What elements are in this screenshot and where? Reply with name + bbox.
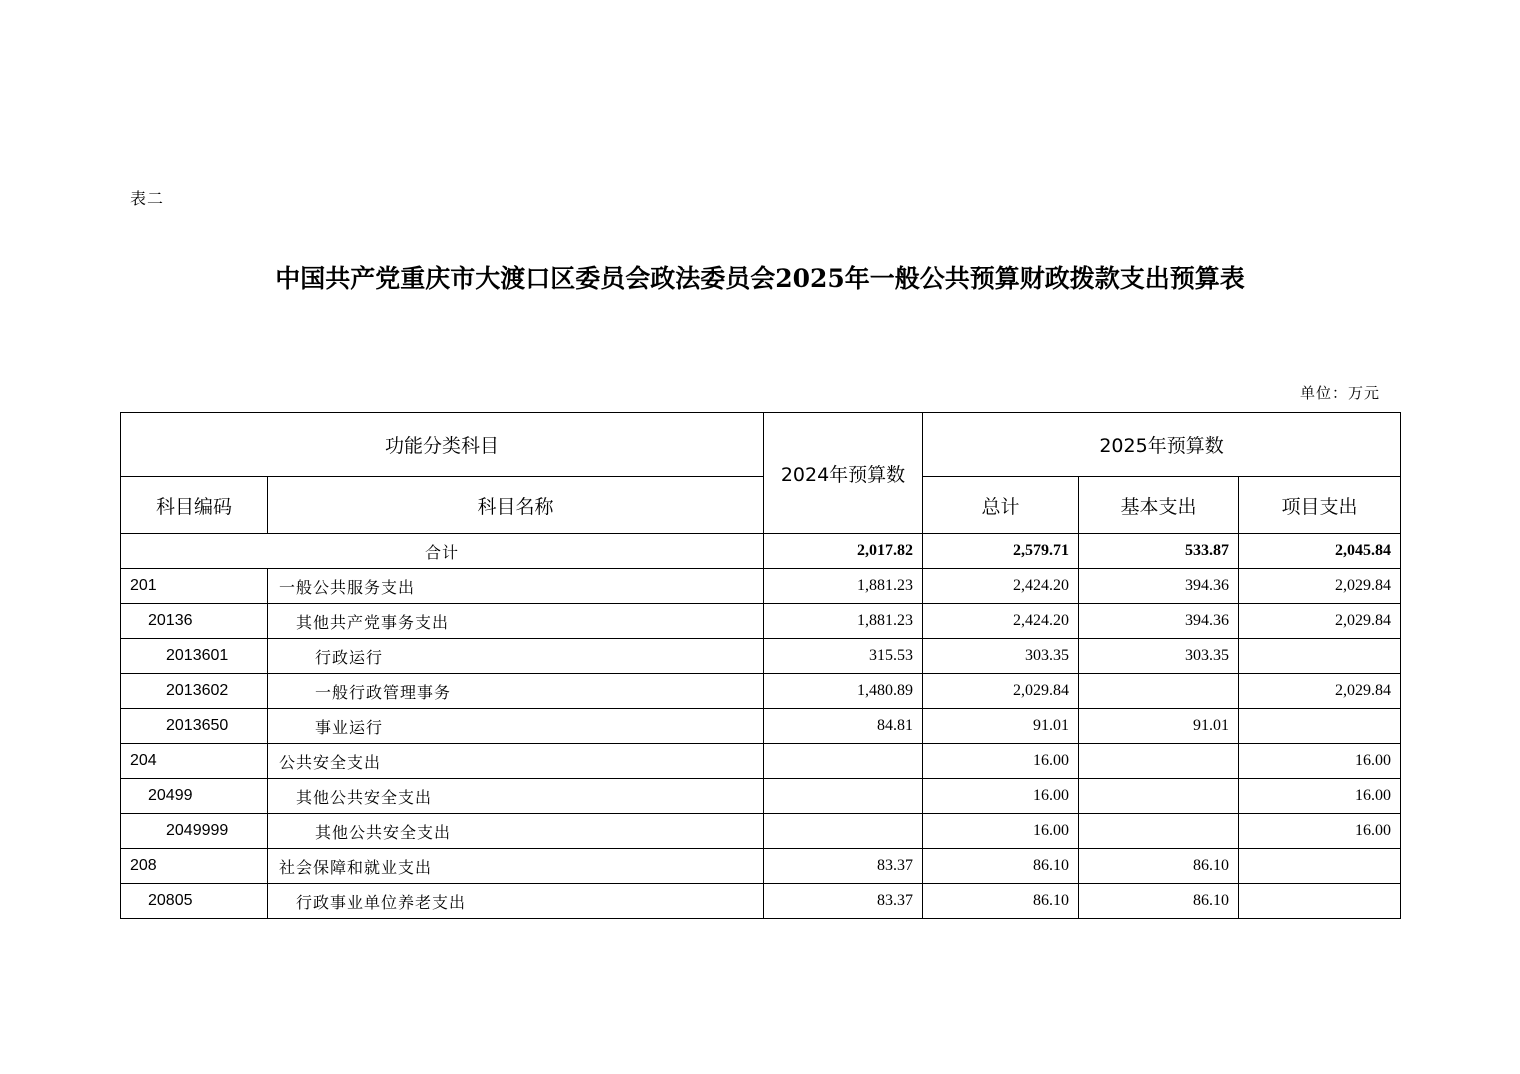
row-2024: 83.37 [764,849,923,884]
row-2024: 84.81 [764,709,923,744]
row-project: 16.00 [1239,744,1401,779]
row-2024 [764,744,923,779]
row-total: 86.10 [923,884,1079,919]
row-code: 20136 [121,604,268,639]
header-func-class: 功能分类科目 [121,413,764,477]
row-name: 其他公共安全支出 [268,814,764,849]
row-code: 2013650 [121,709,268,744]
table-row [121,639,1401,674]
table-label: 表二 [130,189,165,208]
table-row [121,709,1401,744]
row-basic [1079,744,1239,779]
row-project: 16.00 [1239,779,1401,814]
budget-table [120,412,1401,919]
header-total: 总计 [923,477,1079,534]
row-project: 2,029.84 [1239,569,1401,604]
table-row [121,884,1401,919]
row-code: 20499 [121,779,268,814]
row-total: 86.10 [923,849,1079,884]
row-total: 91.01 [923,709,1079,744]
header-2024: 2024年预算数 [764,413,923,534]
row-project: 2,029.84 [1239,604,1401,639]
table-row [121,674,1401,709]
row-name: 行政运行 [268,639,764,674]
row-basic: 91.01 [1079,709,1239,744]
row-basic: 394.36 [1079,604,1239,639]
row-project: 2,029.84 [1239,674,1401,709]
total-row [121,534,1401,569]
total-basic: 533.87 [1079,534,1239,569]
row-basic [1079,779,1239,814]
row-total: 2,029.84 [923,674,1079,709]
row-code: 204 [121,744,268,779]
total-total: 2,579.71 [923,534,1079,569]
header-2025: 2025年预算数 [923,413,1401,477]
table-row [121,604,1401,639]
row-total: 16.00 [923,744,1079,779]
row-project: 16.00 [1239,814,1401,849]
total-project: 2,045.84 [1239,534,1401,569]
table-row [121,849,1401,884]
row-name: 一般公共服务支出 [268,569,764,604]
row-2024: 1,881.23 [764,604,923,639]
header-project: 项目支出 [1239,477,1401,534]
row-total: 16.00 [923,814,1079,849]
page-title: 中国共产党重庆市大渡口区委员会政法委员会2025年一般公共预算财政拨款支出预算表 [275,264,1245,293]
row-code: 20805 [121,884,268,919]
row-name: 其他共产党事务支出 [268,604,764,639]
row-code: 2013602 [121,674,268,709]
row-basic [1079,674,1239,709]
row-basic: 303.35 [1079,639,1239,674]
total-label: 合计 [121,534,764,569]
row-2024 [764,779,923,814]
table-row [121,569,1401,604]
row-name: 一般行政管理事务 [268,674,764,709]
row-name: 社会保障和就业支出 [268,849,764,884]
row-basic [1079,814,1239,849]
row-project [1239,849,1401,884]
table-row [121,814,1401,849]
total-2024: 2,017.82 [764,534,923,569]
header-code: 科目编码 [121,477,268,534]
row-2024: 315.53 [764,639,923,674]
row-2024: 83.37 [764,884,923,919]
row-basic: 86.10 [1079,884,1239,919]
row-code: 208 [121,849,268,884]
row-name: 事业运行 [268,709,764,744]
row-basic: 86.10 [1079,849,1239,884]
row-total: 303.35 [923,639,1079,674]
row-project [1239,709,1401,744]
table-row [121,744,1401,779]
row-code: 2013601 [121,639,268,674]
header-name: 科目名称 [268,477,764,534]
row-project [1239,639,1401,674]
row-total: 16.00 [923,779,1079,814]
row-name: 公共安全支出 [268,744,764,779]
row-total: 2,424.20 [923,569,1079,604]
header-basic: 基本支出 [1079,477,1239,534]
row-basic: 394.36 [1079,569,1239,604]
row-total: 2,424.20 [923,604,1079,639]
row-code: 201 [121,569,268,604]
unit-label: 单位：万元 [1300,384,1381,402]
row-project [1239,884,1401,919]
row-name: 行政事业单位养老支出 [268,884,764,919]
row-name: 其他公共安全支出 [268,779,764,814]
row-2024: 1,881.23 [764,569,923,604]
row-code: 2049999 [121,814,268,849]
table-row [121,779,1401,814]
row-2024 [764,814,923,849]
row-2024: 1,480.89 [764,674,923,709]
